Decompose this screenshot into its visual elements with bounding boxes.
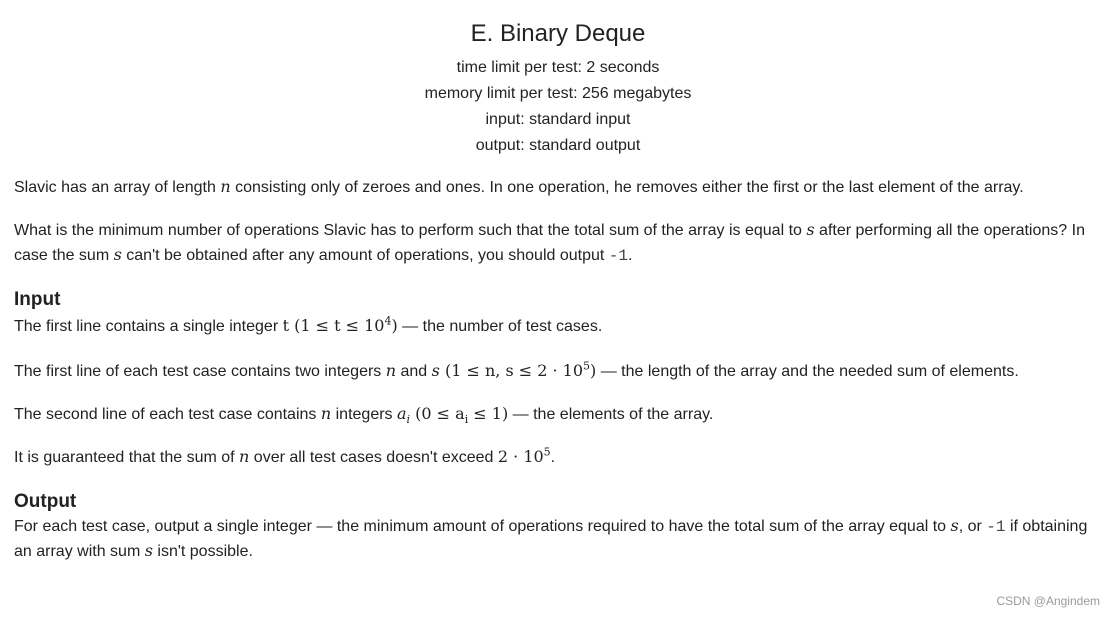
math-var-n: n (220, 177, 231, 196)
input-heading: Input (14, 289, 61, 310)
math-var-n: n (239, 447, 250, 466)
math-var-s: s (113, 245, 122, 264)
input-paragraph-2: The first line of each test case contains two integers n and s (1 ≤ n, $s \le 2 \cdot 10^5$) — the length of the array and the needed sum of elements. (14, 359, 1019, 380)
math-ns-constraint: (1 ≤ n, $s \le 2 \cdot 10^5$) (439, 359, 597, 380)
output-spec: output: standard output (475, 137, 641, 154)
code-minus-one: -1 (608, 247, 628, 265)
statement-paragraph-2: What is the minimum number of operations Slavic has to perform such that the total sum of the array is equal to s after performing all the operations? In case the sum s can't be obtained after any amount of operations, you should output -1. (14, 220, 1085, 265)
problem-statement (14, 0, 1102, 564)
problem-title: E. Binary Deque (470, 20, 646, 47)
input-spec: input: standard input (485, 111, 631, 128)
input-paragraph-1: The first line contains a single integer t $(1 \le t \le 10^4)$ — the number of test cases. (14, 314, 603, 335)
statement-paragraph-1: Slavic has an array of length n consisting only of zeroes and ones. In one operation, he removes either the first or the last element of the array. (14, 177, 1024, 196)
math-var-s: s (806, 220, 815, 239)
math-var-n: n (385, 361, 397, 380)
math-var-s: s (431, 361, 440, 380)
math-var-s: s (144, 541, 153, 560)
math-var-n: n (320, 404, 332, 423)
problem-limits (14, 55, 1102, 159)
input-paragraph-3: The second line of each test case contains n integers $a_i$ $(0 \le a_i \le 1)$ — the elements of the array. (14, 404, 714, 427)
math-sum-bound: $2 \cdot 10^5$ (497, 445, 551, 466)
math-a-constraint: $(0 \le a_i \le 1)$ (410, 404, 509, 427)
math-var-s: s (950, 516, 959, 535)
output-paragraph-1: For each test case, output a single integer — the minimum amount of operations required to have the total sum of the array equal to s, or -1 if obtaining an array with sum s isn't possible. (14, 516, 1088, 560)
watermark: CSDN @Angindem (996, 594, 1100, 608)
math-var-a-i: $a_i$ (396, 404, 411, 427)
memory-limit: memory limit per test: 256 megabytes (424, 85, 692, 102)
math-t-constraint: t $(1 \le t \le 10^4)$ (282, 314, 398, 335)
input-paragraph-4: It is guaranteed that the sum of n over all test cases doesn't exceed $2 \cdot 10^5$. (14, 445, 556, 466)
output-heading: Output (14, 491, 77, 512)
time-limit: time limit per test: 2 seconds (456, 59, 660, 76)
code-minus-one: -1 (986, 518, 1006, 536)
